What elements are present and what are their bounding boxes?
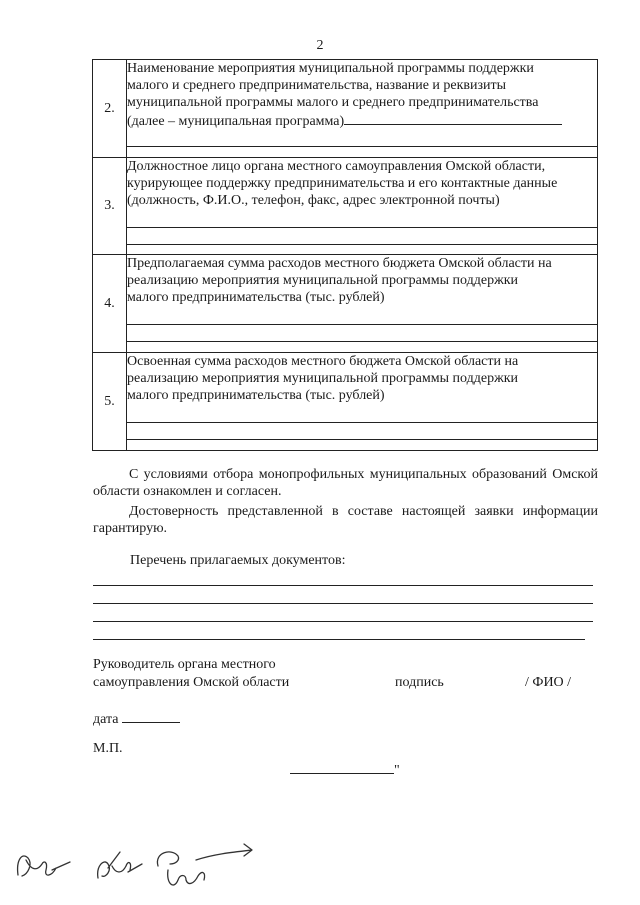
doc-line[interactable] <box>93 604 593 622</box>
row-number: 4. <box>93 255 127 353</box>
form-row-5 <box>93 353 598 451</box>
row-line: муниципальной программы малого и среднего предпринимательства <box>127 95 539 110</box>
fill-blank[interactable] <box>344 111 562 125</box>
row-line: реализацию мероприятия муниципальной программы поддержки <box>127 371 519 386</box>
fill-line[interactable] <box>127 329 597 342</box>
doc-line[interactable] <box>93 586 593 604</box>
row-number: 3. <box>93 158 127 255</box>
date-field <box>93 708 180 728</box>
row-line: (должность, Ф.И.О., телефон, факс, адрес электронной почты) <box>127 193 500 208</box>
fill-line[interactable] <box>127 232 597 245</box>
handwritten-signatures-image <box>8 830 268 900</box>
row-line: курирующее поддержку предпринимательства и его контактные данные <box>127 176 558 191</box>
date-label: дата <box>93 712 119 727</box>
row-line: малого предпринимательства (тыс. рублей) <box>127 388 385 403</box>
stamp-label: М.П. <box>93 741 123 756</box>
row-line: (далее – муниципальная программа) <box>127 114 345 129</box>
fill-line[interactable] <box>127 134 597 147</box>
application-form-table <box>92 59 598 451</box>
doc-line[interactable] <box>93 622 585 640</box>
form-row-2 <box>93 60 598 158</box>
row-line: малого и среднего предпринимательства, название и реквизиты <box>127 78 507 93</box>
row-line: малого предпринимательства (тыс. рублей) <box>127 290 385 305</box>
head-title-line2: самоуправления Омской области <box>93 675 290 690</box>
row-description <box>127 60 598 158</box>
fill-line[interactable] <box>127 215 597 228</box>
row-line: Освоенная сумма расходов местного бюджета Омской области на <box>127 354 519 369</box>
form-row-3 <box>93 158 598 255</box>
page-number: 2 <box>316 38 324 53</box>
date-blank[interactable] <box>122 708 180 723</box>
row-number: 2. <box>93 60 127 158</box>
row-description <box>127 353 598 451</box>
agreement-paragraph: С условиями отбора монопрофильных муниципальных образований Омской области ознакомлен и согласен. <box>93 467 598 499</box>
signature-label: подпись <box>395 675 444 690</box>
fio-label: / ФИО / <box>525 675 572 690</box>
row-line: Должностное лицо органа местного самоуправления Омской области, <box>127 159 546 174</box>
row-line: Наименование мероприятия муниципальной программы поддержки <box>127 61 534 76</box>
row-line-with-blank <box>127 111 597 130</box>
row-description <box>127 158 598 255</box>
fill-line[interactable] <box>127 410 597 423</box>
doc-line[interactable] <box>93 568 593 586</box>
attached-docs-lines <box>93 568 593 640</box>
closing-blank[interactable] <box>290 760 394 774</box>
closing-mark: " <box>394 763 400 778</box>
form-row-4 <box>93 255 598 353</box>
head-title-line1: Руководитель органа местного <box>93 657 276 672</box>
guarantee-paragraph: Достоверность представленной в составе настоящей заявки информации гарантирую. <box>93 504 598 536</box>
fill-line[interactable] <box>127 312 597 325</box>
row-description <box>127 255 598 353</box>
row-number: 5. <box>93 353 127 451</box>
attached-docs-label: Перечень прилагаемых документов: <box>130 553 346 568</box>
fill-line[interactable] <box>127 427 597 440</box>
closing-date-field <box>290 760 400 779</box>
row-line: реализацию мероприятия муниципальной программы поддержки <box>127 273 519 288</box>
row-line: Предполагаемая сумма расходов местного бюджета Омской области на <box>127 256 552 271</box>
